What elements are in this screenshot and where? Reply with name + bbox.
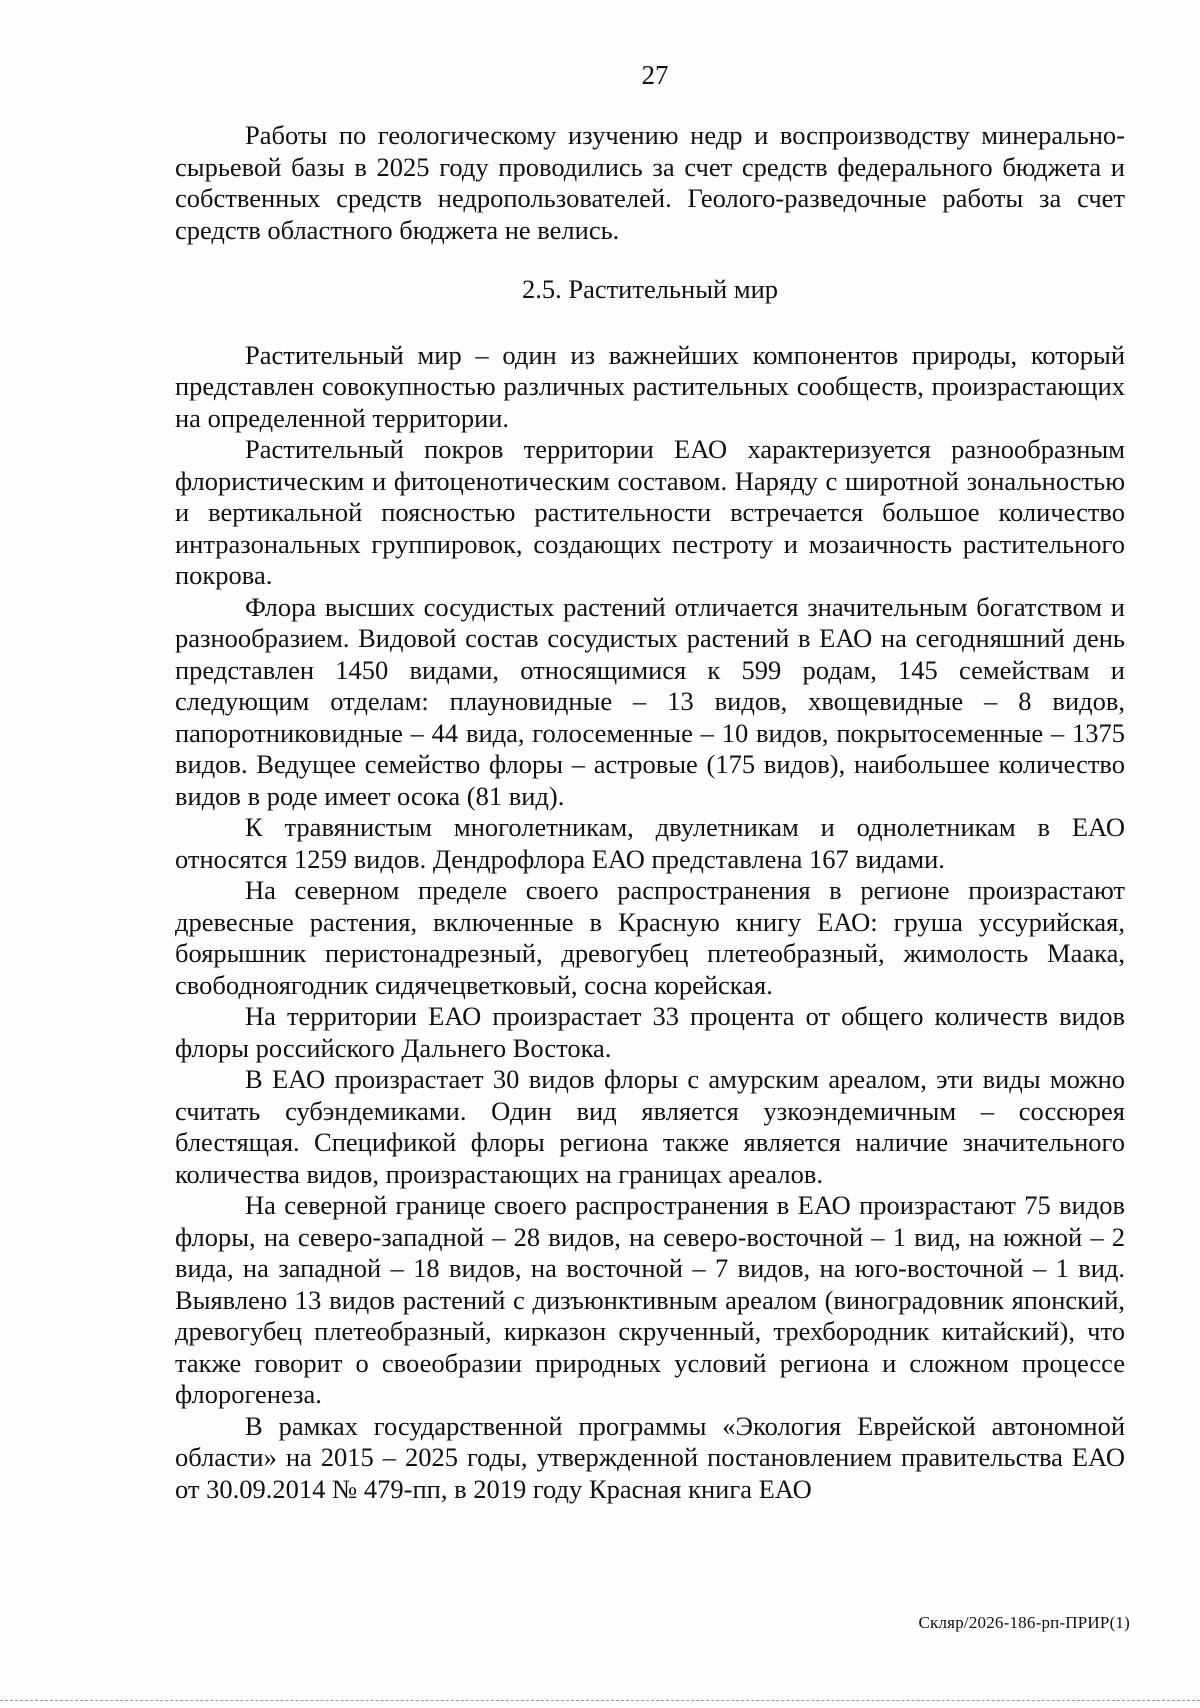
section-heading: 2.5. Растительный мир [521, 274, 779, 304]
paragraph: Растительный покров территории ЕАО характеризуется разнообразным флористическим и фитоценотическим составом. Наряду с широтной зональностью и вертикальной поясностью растительности встречается большое количество интразональных группировок, создающих пестроту и мозаичность растительного покрова. [175, 434, 1125, 590]
paragraph: На северной границе своего распространения в ЕАО произрастают 75 видов флоры, на северо-западной – 28 видов, на северо-восточной – 1 вид, на южной – 2 вида, на западной – 18 видов, на восточной – 7 видов, на юго-восточной – 1 вид. Выявлено 13 видов растений с дизъюнктивным ареалом (виноградовник японский, древогубец плетеобразный, кирказон скрученный, трехбородник китайский), что также говорит о своеобразии природных условий региона и сложном процессе флорогенеза. [175, 1190, 1125, 1409]
scan-edge-line [0, 1700, 1200, 1703]
paragraph: Растительный мир – один из важнейших компонентов природы, который представлен совокупностью различных растительных сообществ, произрастающих на определенной территории. [175, 339, 1125, 433]
paragraph: На территории ЕАО произрастает 33 процента от общего количеств видов флоры российского Дальнего Востока. [175, 1001, 1125, 1063]
page-number: 27 [641, 60, 669, 90]
paragraph: К травянистым многолетникам, двулетникам и однолетникам в ЕАО относятся 1259 видов. Дендрофлора ЕАО представлена 167 видами. [175, 812, 1125, 874]
paragraph: На северном пределе своего распространения в регионе произрастают древесные растения, включенные в Красную книгу ЕАО: груша уссурийская, боярышник перистонадрезный, древогубец плетеобразный, жимолость Маака, свободноягодник сидячецветковый, сосна корейская. [175, 875, 1125, 1000]
paragraph-geology: Работы по геологическому изучению недр и воспроизводству минерально-сырьевой базы в 2025 году проводились за счет средств федерального бюджета и собственных средств недропользователей. Геолого-разведочные работы за счет средств областного бюджета не велись. [175, 120, 1125, 245]
paragraph: В ЕАО произрастает 30 видов флоры с амурским ареалом, эти виды можно считать субэндемиками. Один вид является узкоэндемичным – соссюрея блестящая. Спецификой флоры региона также является наличие значительного количества видов, произрастающих на границах ареалов. [175, 1064, 1125, 1189]
document-code: Скляр/2026-186-рп-ПРИР(1) [918, 1613, 1130, 1632]
paragraph: В рамках государственной программы «Экология Еврейской автономной области» на 2015 – 2025 годы, утвержденной постановлением правительства ЕАО от 30.09.2014 № 479-пп, в 2019 году Красная книга ЕАО [175, 1410, 1125, 1504]
document-body [175, 120, 1125, 1505]
paragraph: Флора высших сосудистых растений отличается значительным богатством и разнообразием. Видовой состав сосудистых растений в ЕАО на сегодняшний день представлен 1450 видами, относящимися к 599 родам, 145 семействам и следующим отделам: плауновидные – 13 видов, хвощевидные – 8 видов, папоротниковидные – 44 вида, голосеменные – 10 видов, покрытосеменные – 1375 видов. Ведущее семейство флоры – астровые (175 видов), наибольшее количество видов в роде имеет осока (81 вид). [175, 591, 1125, 811]
